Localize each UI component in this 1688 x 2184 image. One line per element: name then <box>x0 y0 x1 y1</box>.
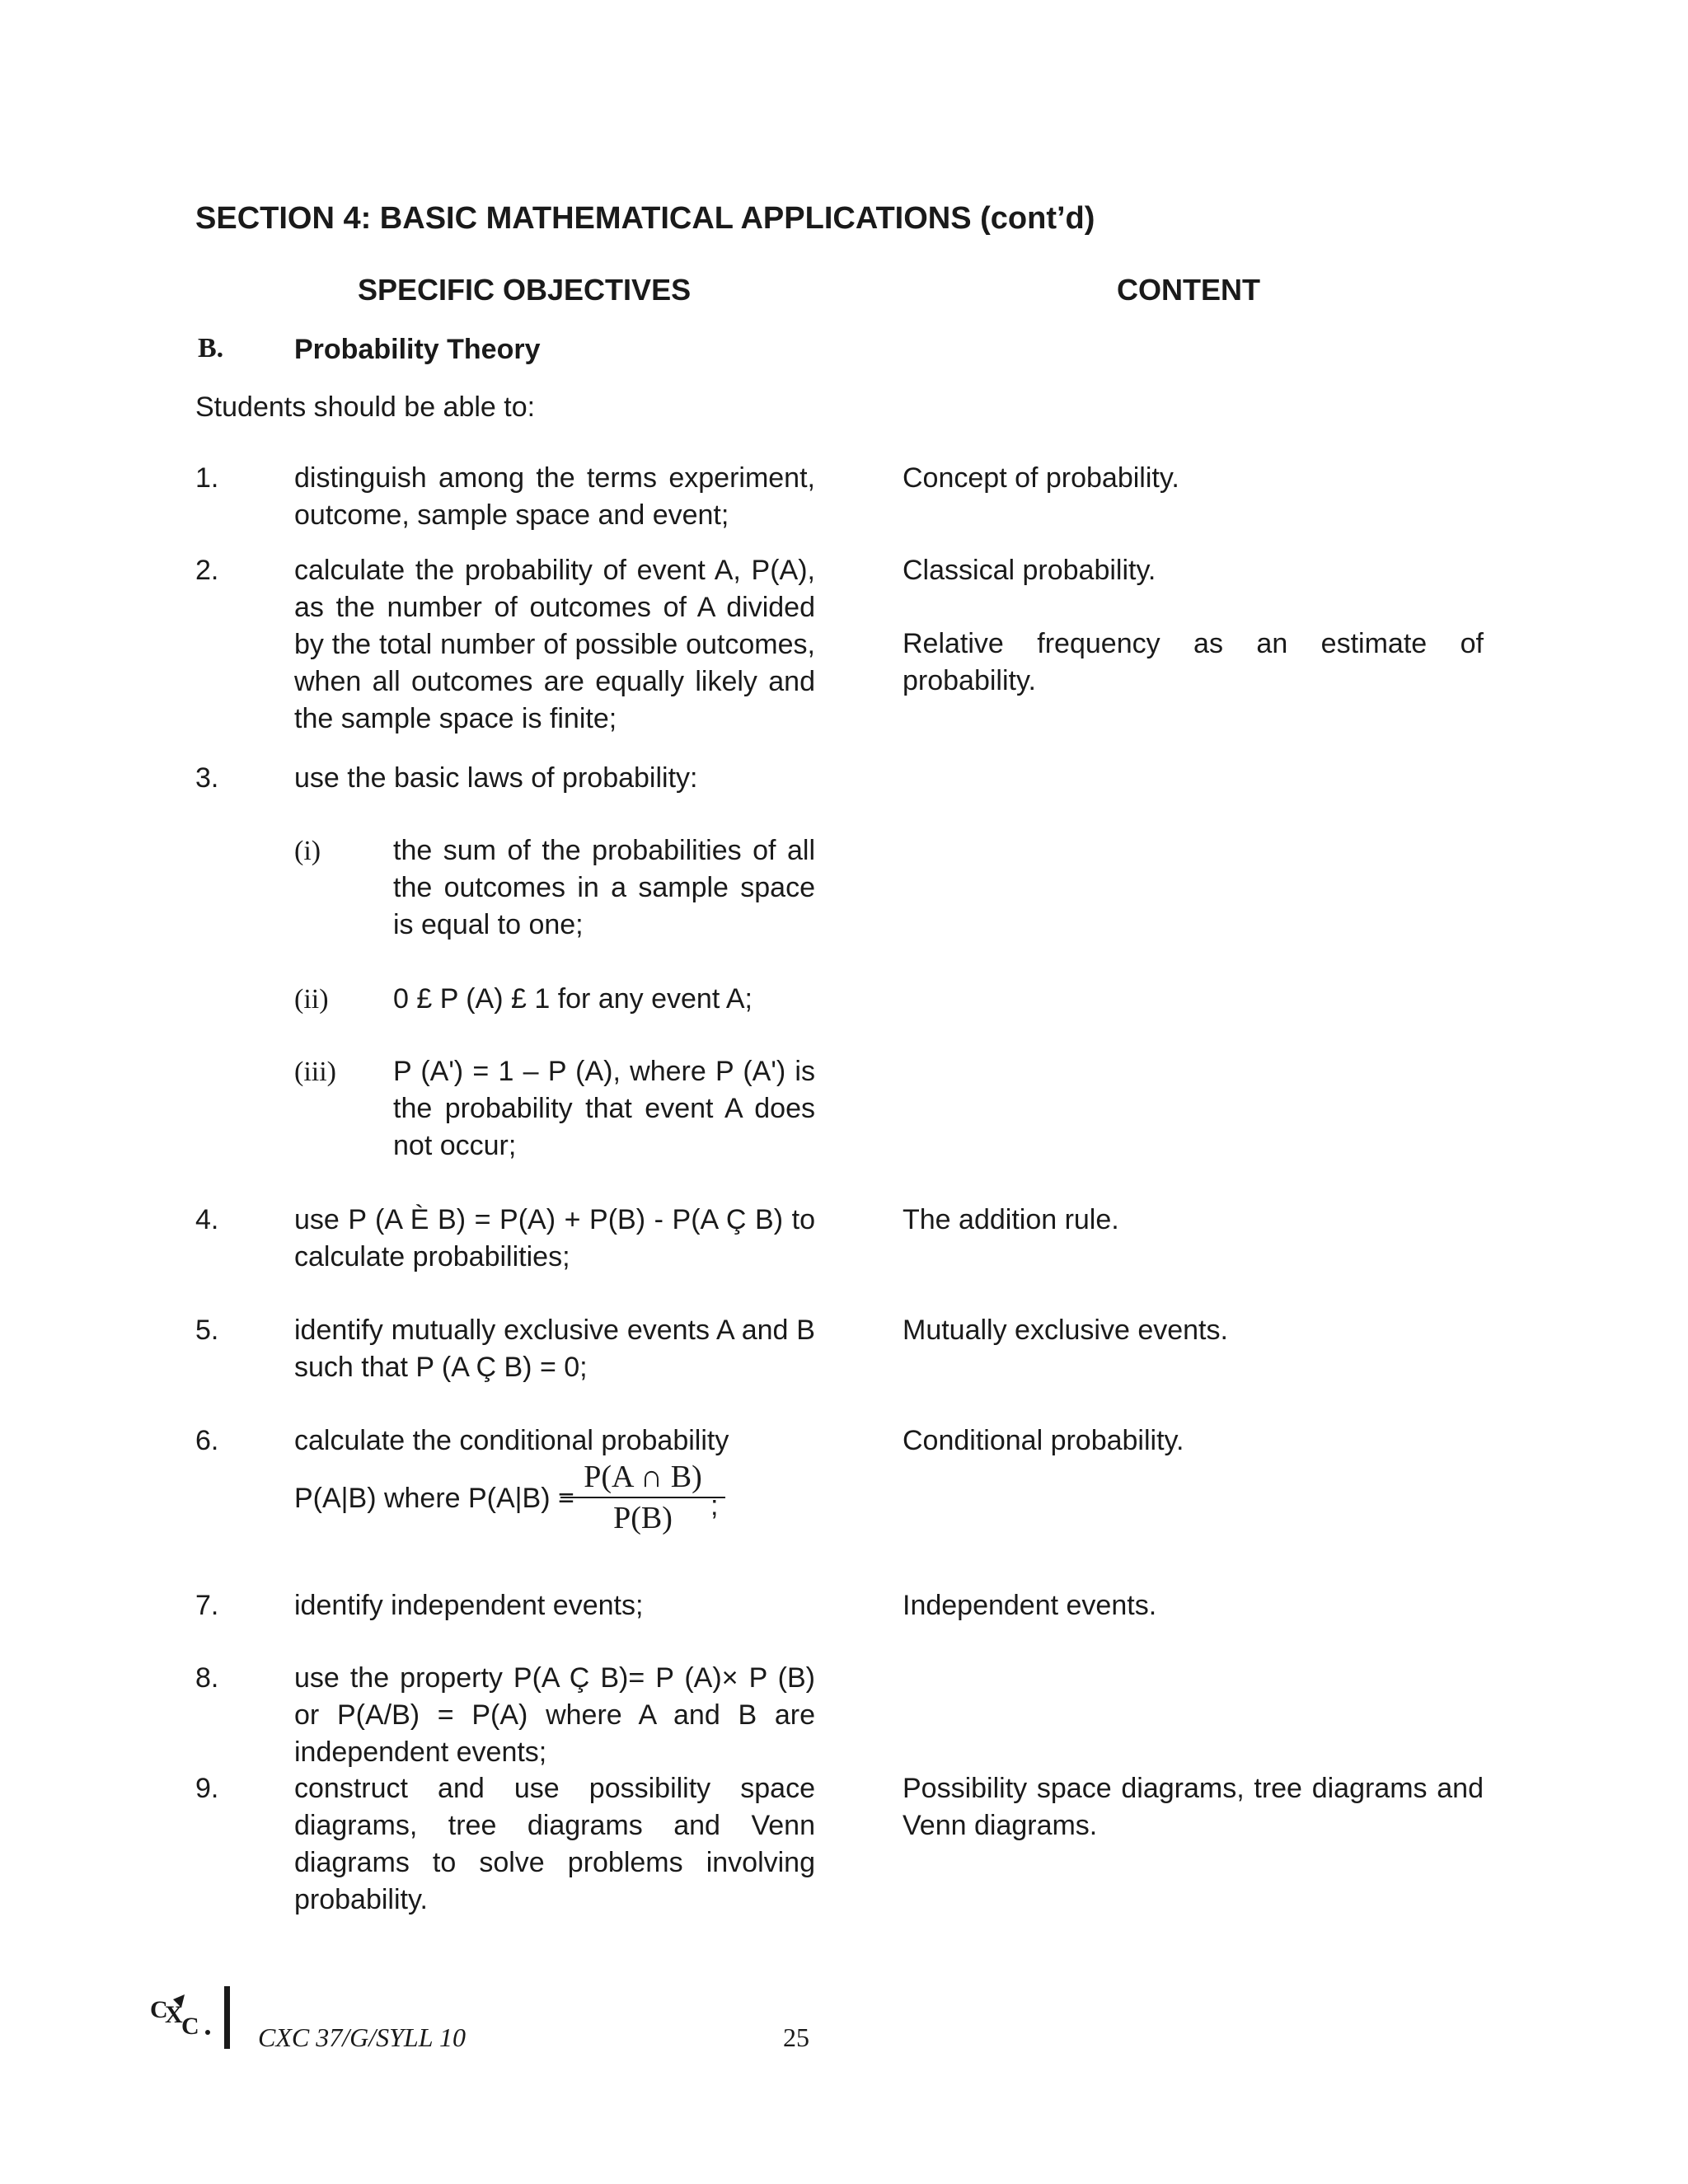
fraction-denominator: P(B) <box>560 1497 725 1538</box>
objective-text: distinguish among the terms experiment, outcome, sample space and event; <box>294 462 815 531</box>
objective-number: 7. <box>195 1590 219 1621</box>
objective-number: 1. <box>195 462 219 494</box>
content-item: Classical probability. <box>903 555 1156 586</box>
law-text: 0 £ P (A) £ 1 for any event A; <box>393 983 753 1015</box>
law-numeral: (ii) <box>294 984 329 1015</box>
objective-text: identify mutually exclusive events A and B such that P (A Ç B) = 0; <box>294 1315 815 1383</box>
subsection-title: Probability Theory <box>294 334 541 365</box>
fraction-numerator: P(A ∩ B) <box>584 1460 702 1494</box>
subsection-letter: B. <box>198 333 224 363</box>
objective-number: 6. <box>195 1425 219 1456</box>
content-item: Mutually exclusive events. <box>903 1315 1228 1346</box>
footer-syllabus-code: CXC 37/G/SYLL 10 <box>258 2022 466 2052</box>
cxc-logo <box>148 1993 223 2042</box>
objective-text: construct and use possibility space diagrams, tree diagrams and Venn diagrams to solve problems involving probability. <box>294 1773 815 1915</box>
content-item: Relative frequency as an estimate of probability. <box>903 628 1484 696</box>
law-numeral: (iii) <box>294 1057 336 1087</box>
content-item: Conditional probability. <box>903 1425 1184 1456</box>
objective-number: 9. <box>195 1773 219 1804</box>
footer-divider <box>224 1986 230 2049</box>
svg-text:C: C <box>181 2013 199 2040</box>
content-item: Independent events. <box>903 1590 1157 1621</box>
objective-text: calculate the conditional probability <box>294 1425 729 1456</box>
objective-number: 4. <box>195 1204 219 1235</box>
cxc-logo-letters: C <box>150 1996 168 2023</box>
law-text: the sum of the probabilities of all the outcomes in a sample space is equal to one; <box>393 835 815 940</box>
content-item: Concept of probability. <box>903 462 1179 494</box>
objective-number: 3. <box>195 762 219 794</box>
law-numeral: (i) <box>294 836 321 866</box>
objective-text: use P (A È B) = P(A) + P(B) - P(A Ç B) to calculate probabilities; <box>294 1204 815 1272</box>
objective-text: identify independent events; <box>294 1590 644 1621</box>
objective-number: 8. <box>195 1662 219 1694</box>
law-text: P (A') = 1 – P (A), where P (A') is the probability that event A does not occur; <box>393 1056 815 1161</box>
column-heading-content: CONTENT <box>1117 273 1260 307</box>
svg-text:X: X <box>165 2001 183 2028</box>
column-heading-objectives: SPECIFIC OBJECTIVES <box>358 273 692 307</box>
content-item: Possibility space diagrams, tree diagrams and Venn diagrams. <box>903 1773 1484 1841</box>
objective-text: use the property P(A Ç B)= P (A)× P (B) or P(A/B) = P(A) where A and B are independent events; <box>294 1662 815 1768</box>
objective-number: 2. <box>195 555 219 586</box>
conditional-fraction <box>560 1457 725 1538</box>
intro-text: Students should be able to: <box>195 391 536 423</box>
objective-text: use the basic laws of probability: <box>294 762 698 794</box>
objective-number: 5. <box>195 1315 219 1346</box>
page-number: 25 <box>783 2022 809 2052</box>
conditional-formula-lhs: P(A|B) where P(A|B) = <box>294 1483 574 1514</box>
section-title: SECTION 4: BASIC MATHEMATICAL APPLICATIONS (cont’d) <box>195 201 1095 236</box>
formula-terminator: ; <box>710 1490 719 1521</box>
content-item: The addition rule. <box>903 1204 1119 1235</box>
objective-text: calculate the probability of event A, P(A), as the number of outcomes of A divided by the total number of possible outcomes, when all outcomes are equally likely and the sample space is finite; <box>294 555 815 734</box>
